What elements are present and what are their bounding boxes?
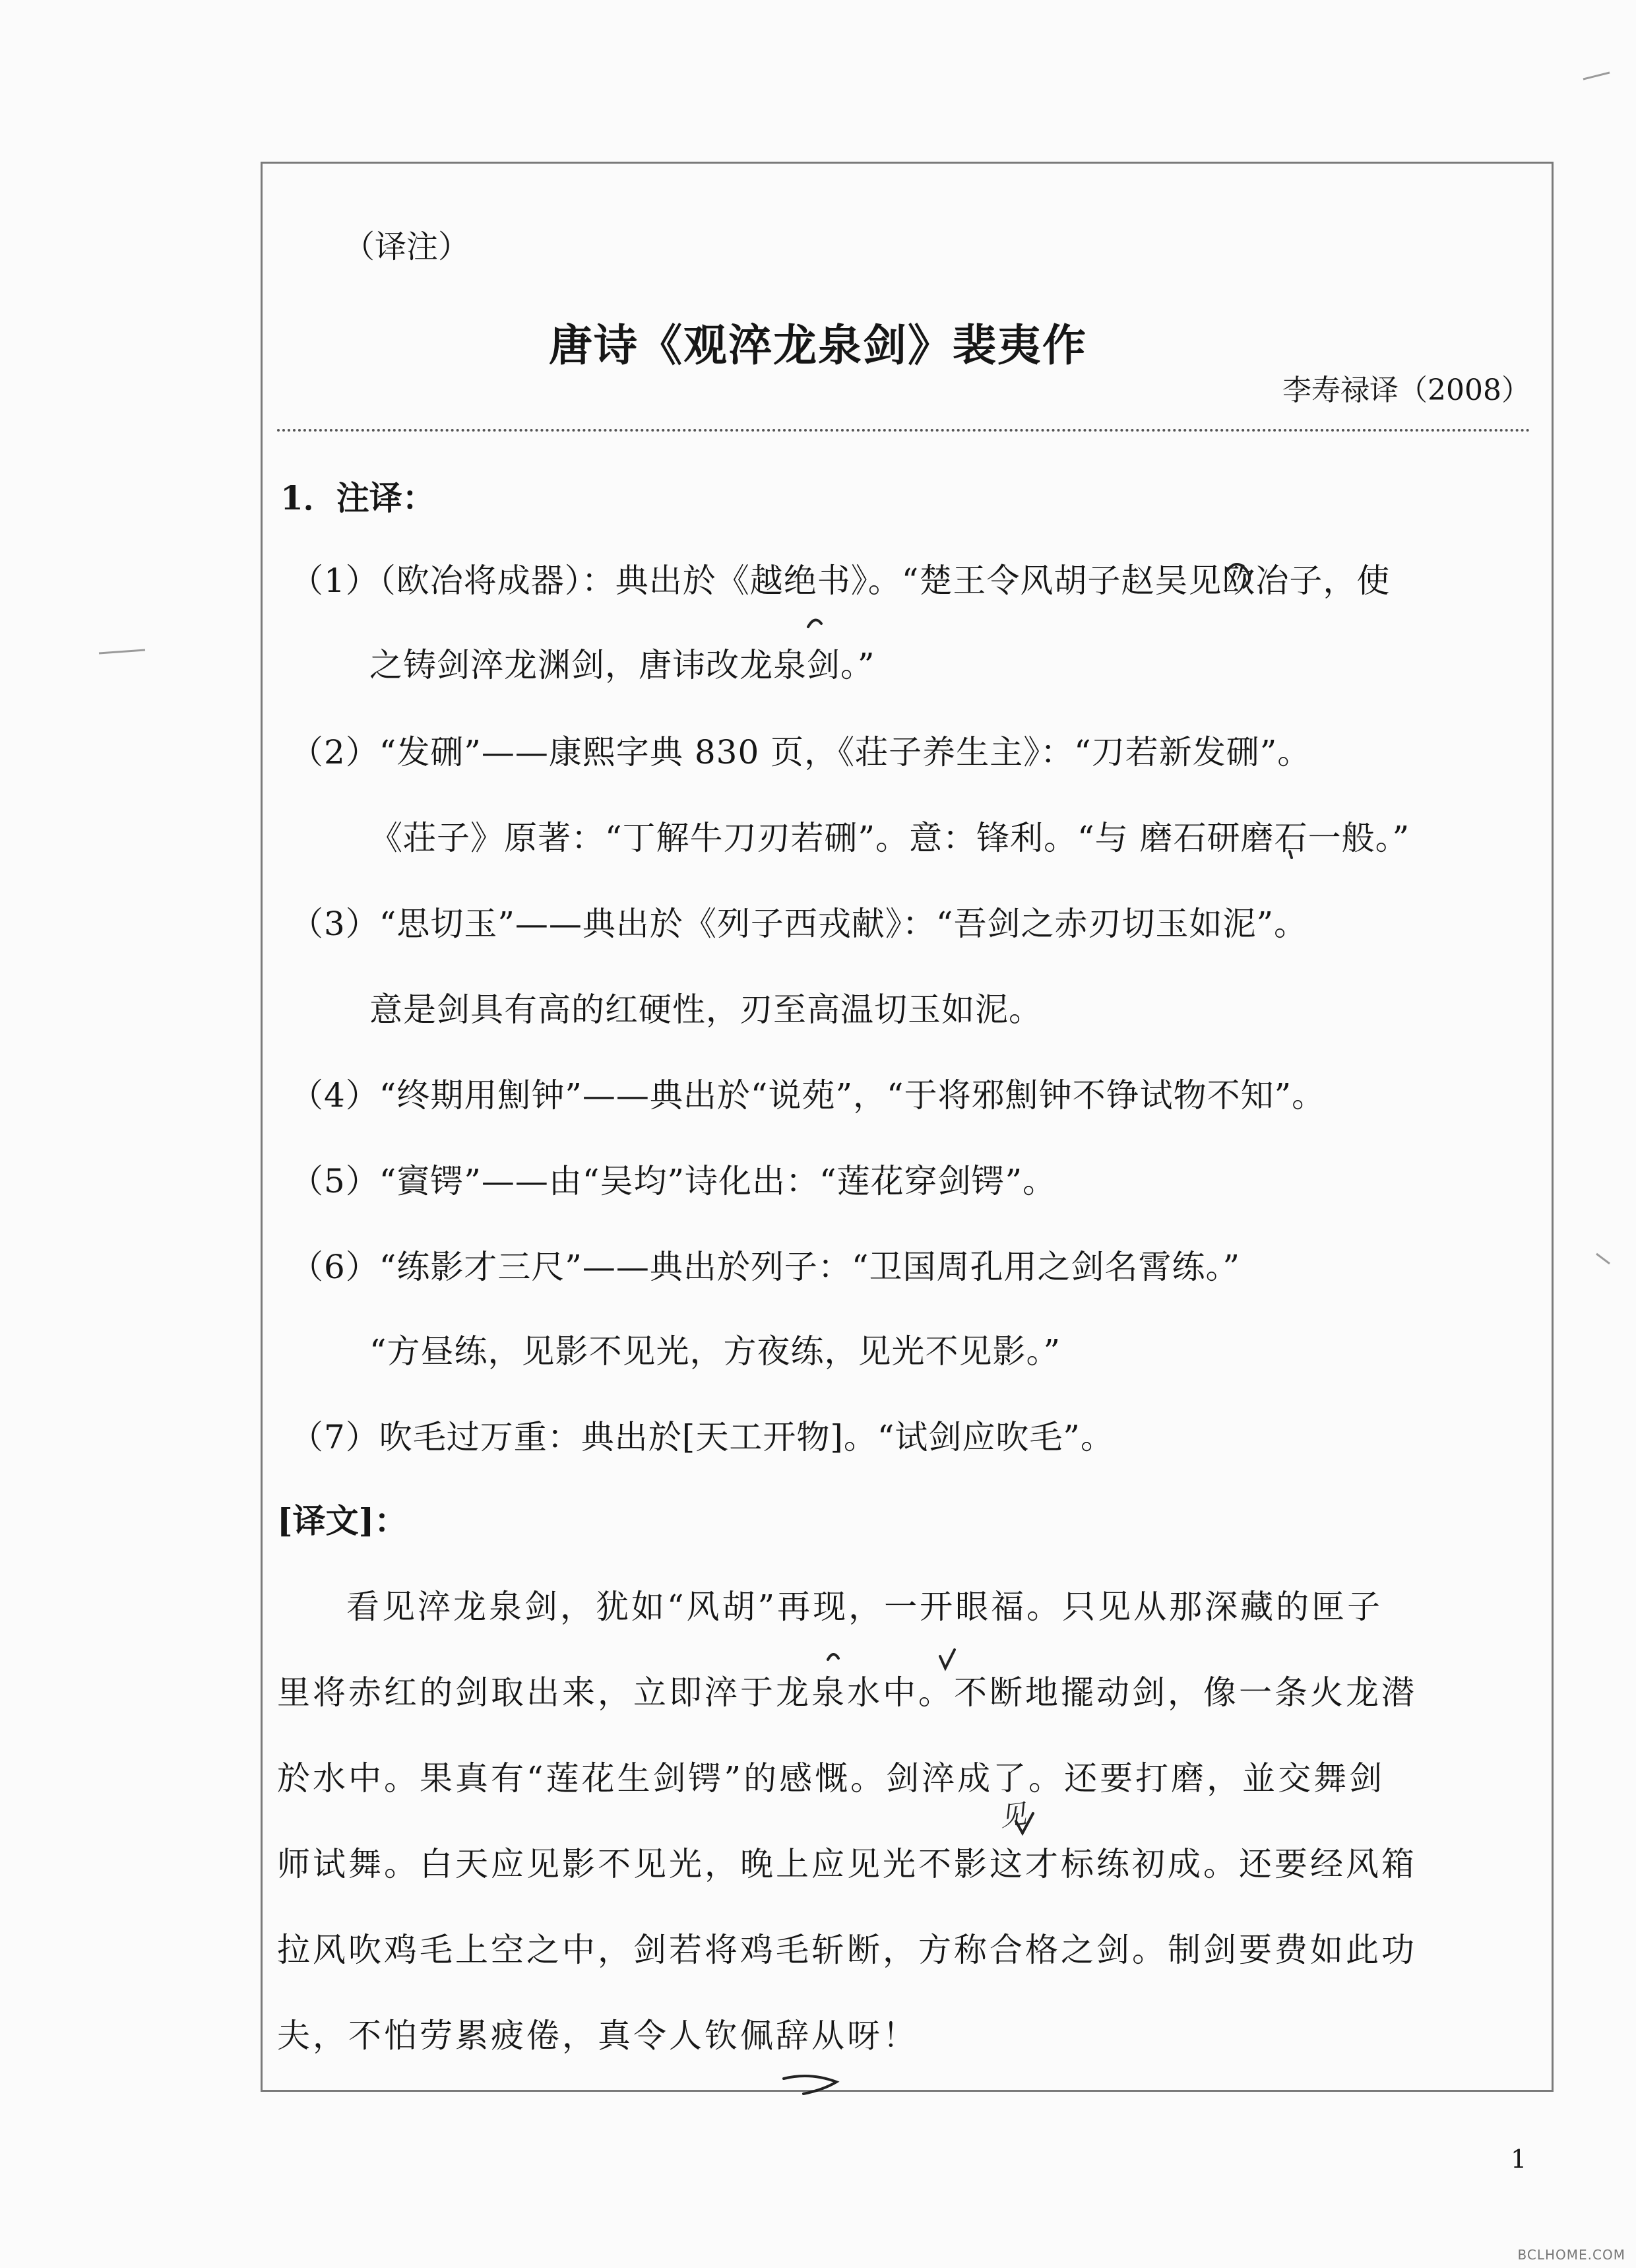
note-line: （2）“发硎”——康熙字典 830 页，《荘子养生主》：“刀若新发硎”。 xyxy=(290,733,1311,771)
handwritten-stroke xyxy=(808,620,821,627)
translation-heading: [译文]： xyxy=(277,1501,408,1540)
translation-line: 拉风吹鸡毛上空之中，剑若将鸡毛斩断，方称合格之剑。制剑要费如此功 xyxy=(277,1931,1417,1969)
note-line: （7）吹毛过万重：典出於[天工开物]。“试剑应吹毛”。 xyxy=(290,1418,1114,1456)
handwritten-stroke xyxy=(784,2076,836,2094)
note-line: （1）（欧冶将成器）：典出於《越绝书》。“楚王令风胡子赵吴见欧冶子，使 xyxy=(290,562,1391,600)
note-line: （5）“賨锷”——由“吴均”诗化出：“莲花穿剑锷”。 xyxy=(290,1162,1057,1200)
note-line: “方昼练，见影不见光，方夜练，见光不见影。” xyxy=(369,1332,1061,1371)
note-line: （3）“思切玉”——典出於《列子西戎献》：“吾剑之赤刃切玉如泥”。 xyxy=(290,905,1308,943)
handwritten-stroke xyxy=(1290,851,1292,858)
watermark: BCLHOME.COM xyxy=(1517,2247,1625,2263)
page-title: 唐诗《观淬龙泉剑》裴夷作 xyxy=(549,319,1087,371)
handwritten-check xyxy=(1016,1813,1033,1833)
page-number: 1 xyxy=(1511,2145,1527,2174)
handwritten-stroke xyxy=(828,1654,838,1660)
translation-line: 看见淬龙泉剑，犹如“风胡”再现，一开眼福。只见从那深藏的匣子 xyxy=(346,1588,1383,1626)
doc-label: （译注） xyxy=(343,228,470,265)
translation-line: 夫，不怕劳累疲倦，真令人钦佩辞从呀！ xyxy=(277,2017,918,2055)
handwritten-check xyxy=(940,1650,955,1668)
note-line: 之铸剑淬龙渊剑，唐讳改龙泉剑。” xyxy=(369,646,875,684)
note-line: 意是剑具有高的红硬性，刃至高温切玉如泥。 xyxy=(369,990,1042,1029)
translation-line: 师试舞。白天应见影不见光，晚上应见光不影这才标练初成。还要经风箱 xyxy=(277,1845,1417,1883)
note-line: 《荘子》原著：“丁解牛刀刃若硎”。意：锋利。“与 磨石研磨石一般。” xyxy=(369,819,1410,857)
handwritten-stroke xyxy=(1227,564,1249,587)
translation-line: 於水中。果真有“莲花生剑锷”的感慨。剑淬成了。还要打磨，並交舞剑 xyxy=(277,1759,1385,1798)
scan-speck xyxy=(99,650,145,653)
translation-line: 里将赤红的剑取出来，立即淬于龙泉水中。不断地擺动剑，像一条火龙潜 xyxy=(277,1673,1417,1712)
scan-speck xyxy=(1583,73,1610,79)
note-line: （6）“练影才三尺”——典出於列子：“卫国周孔用之剑名霄练。” xyxy=(290,1248,1241,1286)
note-line: （4）“终期用劁钟”——典出於“说苑”，“于将邪劁钟不铮试物不知”。 xyxy=(290,1076,1326,1115)
scan-speck xyxy=(1596,1254,1610,1264)
translator-credit: 李寿禄译（2008） xyxy=(1282,373,1530,407)
notes-heading: 1．注译： xyxy=(280,478,435,517)
handwritten-insertion: 见 xyxy=(997,1799,1028,1833)
